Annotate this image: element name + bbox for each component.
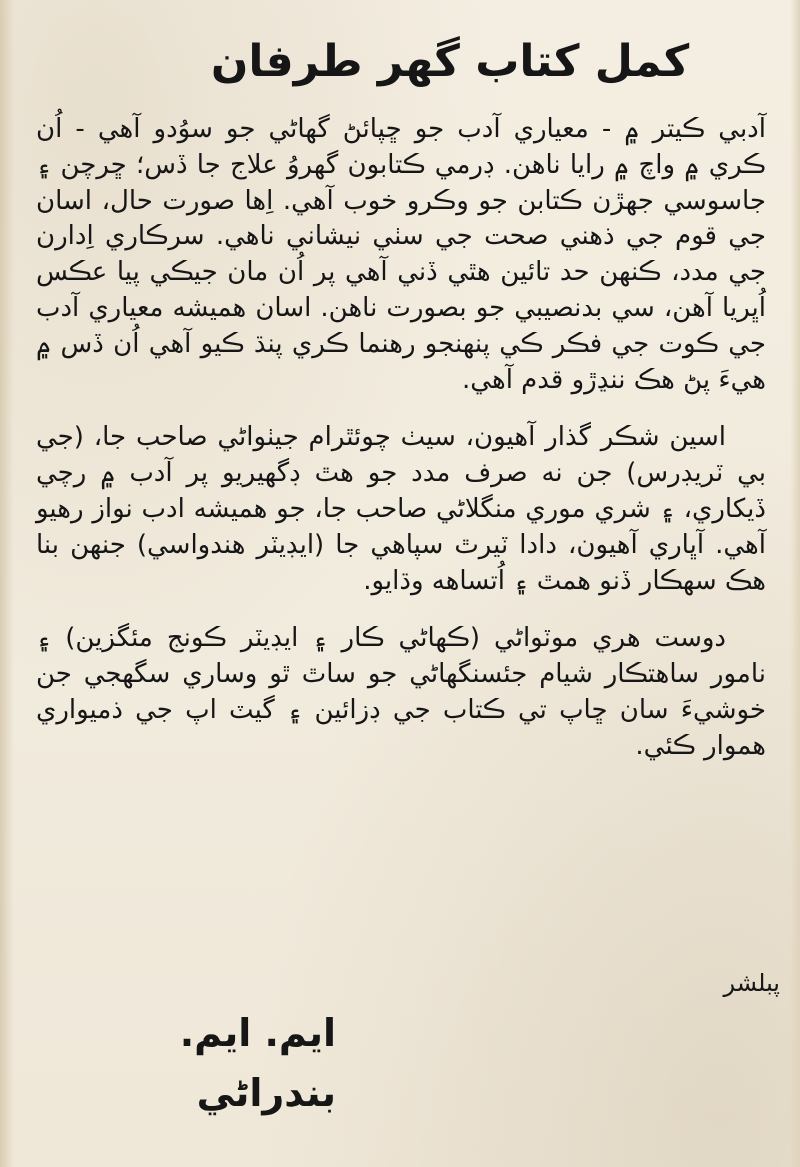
paragraph-3: دوست هري موٽواڻي (ڪهاڻي ڪار ۽ ايڊيٽر ڪونج مئگزين) ۽ نامور ساهتڪار شيام جئسنگهاڻي جو ساٿ ٿو وساري سگهجي جن خوشيءَ سان ڇاپ تي ڪتاب جي ڊزائين ۽ گيٽ اپ جي ذميواري هموار ڪئي. xyxy=(36,623,766,761)
page-edge-right xyxy=(790,0,800,1167)
publisher-label: پبلشر xyxy=(723,969,780,997)
publisher-name: ايم. ايم. بندراڻي xyxy=(179,1011,336,1115)
page-edge-left xyxy=(0,0,14,1167)
page-title: كمل كتاب گهر طرفان xyxy=(210,36,690,87)
paragraph-1: آدبي ڪيتر ۾ - معياري آدب جو ڇپائڻ گهاڻي جو سوُدو آهي - اُن ڪري ۾ واچ ۾ رايا ناهن. ڊرمي ڪتابون گهروُ علاج جا ڏس؛ ڇرچن ۽ جاسوسي جهڙن ڪتابن جو وڪرو خوب آهي. اِها صورت حال، اسان جي قوم جي ذهني صحت جي سٺي نيشاني ناهي. سرڪاري اِدارن جي مدد، ڪنهن حد تائين هٿي ڏني آهي پر اُن مان جيڪي پيا عڪس اُڀريا آهن، سي بدنصيبي جو بصورت ناهن. اسان هميشه معياري آدب جي ڪوت جي فڪر ڪي پنهنجو رهنما ڪري پنڌ ڪيو آهي اُن ڏس ۾ هيءَ پڻ هڪ ننڍڙو قدم آهي. xyxy=(36,114,766,395)
paragraph-2: اسين شڪر گذار آهيون، سيٺ چوئٿرام جيٺواڻي صاحب جا، (جي بي ٽريڊرس) جن نه صرف مدد جو هٿ ڊگهيريو پر آدب ۾ رچي ڏيکاري، ۽ شري موري منگلاڻي صاحب جا، جو هميشه ادب نواز رهيو آهي. آڀاري آهيون، دادا ٽيرٿ سپاهي جا (ايڊيٽر هندواسي) جنهن بنا هڪ سهڪار ڏنو همٿ ۽ اُتساهه وڌايو. xyxy=(36,422,766,596)
page-body xyxy=(36,112,766,765)
